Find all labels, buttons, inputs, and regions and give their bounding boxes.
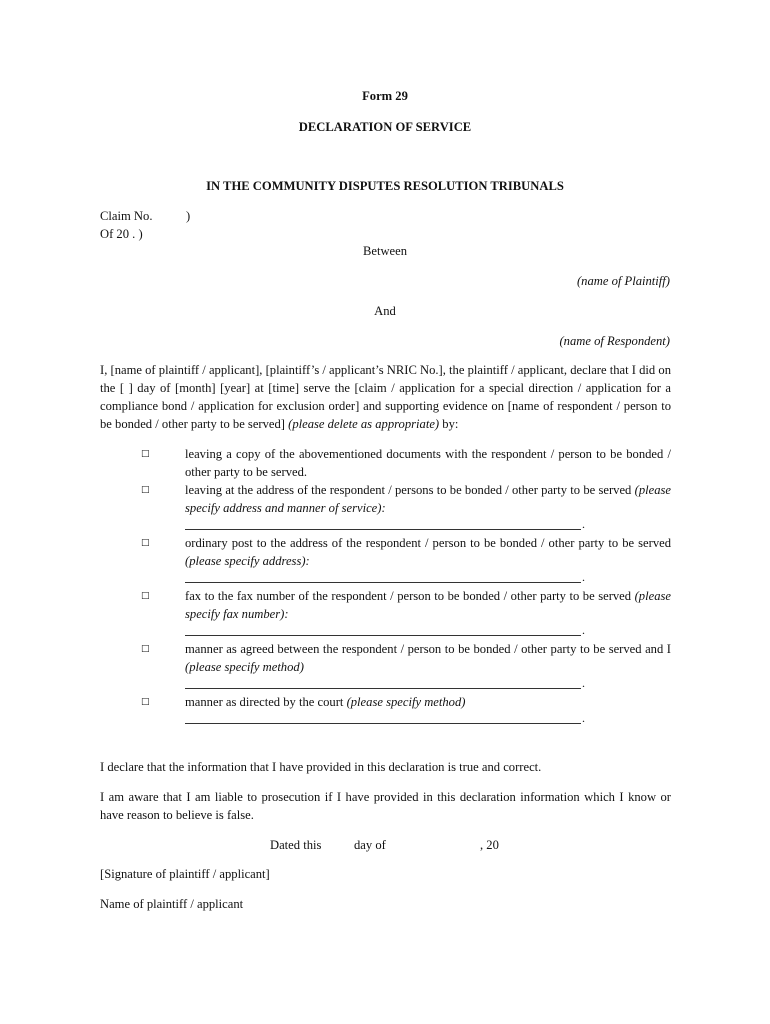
claim-number-label: Claim No. [100, 209, 153, 223]
between-label: Between [362, 244, 408, 258]
option-5-text [185, 640, 671, 676]
option-4-fill-line[interactable] [185, 635, 581, 636]
option-1-checkbox[interactable]: □ [141, 449, 150, 459]
option-4-label: fax to the fax number of the respondent / person to be bonded / other party to be served [185, 589, 632, 603]
option-4-text [185, 587, 671, 623]
option-6-label: manner as directed by the court [185, 695, 344, 709]
option-3-hint: (please specify address): [185, 554, 310, 568]
dated-this-label: Dated this [270, 838, 322, 852]
option-5-hint: (please specify method) [185, 660, 304, 674]
declaration-by: by: [439, 417, 459, 431]
declaration-paragraph [100, 361, 671, 433]
claim-year-label: Of 20 . ) [100, 227, 143, 241]
option-3-text [185, 534, 671, 570]
plaintiff-name-placeholder: (name of Plaintiff) [576, 274, 670, 288]
option-4-checkbox[interactable]: □ [141, 591, 150, 601]
year-label: , 20 [480, 838, 499, 852]
option-2-period: . [582, 517, 585, 531]
option-5-fill-line[interactable] [185, 688, 581, 689]
option-2-checkbox[interactable]: □ [141, 485, 150, 495]
option-4-hint: (please specify fax number): [185, 589, 671, 621]
option-5-checkbox[interactable]: □ [141, 644, 150, 654]
form-number: Form 29 [362, 89, 408, 103]
option-3-period: . [582, 570, 585, 584]
and-label: And [374, 304, 396, 318]
declaration-text: I, [name of plaintiff / applicant], [plaintiff’s / applicant’s NRIC No.], the plaintiff / applicant, declare that I did on the [ ] day of [month] [year] at [time] serve the [claim / application for a special direction / application for a compliance bond / application for exclusion order] and supporting evidence on [name of respondent / person to be bonded / other party to be served] [100, 363, 671, 431]
option-5-period: . [582, 676, 585, 690]
option-2-hint: (please specify address and manner of service): [185, 483, 671, 515]
delete-note: (please delete as appropriate) [288, 417, 440, 431]
option-1-label: leaving a copy of the abovementioned documents with the respondent / person to be bonded / other party to be served. [185, 447, 671, 479]
claim-number-paren: ) [186, 209, 191, 223]
prosecution-warning: I am aware that I am liable to prosecution if I have provided in this declaration information which I know or have reason to believe is false. [100, 790, 671, 822]
signature-label: [Signature of plaintiff / applicant] [100, 867, 270, 881]
option-6-checkbox[interactable]: □ [141, 697, 150, 707]
respondent-name-placeholder: (name of Respondent) [559, 334, 670, 348]
tribunal-heading: IN THE COMMUNITY DISPUTES RESOLUTION TRIBUNALS [206, 179, 564, 193]
day-of-label: day of [354, 838, 386, 852]
option-2-text [185, 481, 671, 517]
option-3-fill-line[interactable] [185, 582, 581, 583]
name-label: Name of plaintiff / applicant [100, 897, 244, 911]
option-3-label: ordinary post to the address of the respondent / person to be bonded / other party to be served [185, 536, 671, 550]
option-2-label: leaving at the address of the respondent / persons to be bonded / other party to be served [185, 483, 632, 497]
form-title: DECLARATION OF SERVICE [298, 120, 472, 134]
option-6-fill-line[interactable] [185, 723, 581, 724]
option-1-text [185, 445, 671, 481]
true-correct-statement: I declare that the information that I have provided in this declaration is true and correct. [100, 760, 542, 774]
option-6-period: . [582, 711, 585, 725]
option-3-checkbox[interactable]: □ [141, 538, 150, 548]
option-6-hint: (please specify method) [346, 695, 466, 709]
option-4-period: . [582, 623, 585, 637]
option-6-text [185, 693, 671, 711]
option-2-fill-line[interactable] [185, 529, 581, 530]
option-5-label: manner as agreed between the respondent / person to be bonded / other party to be served and I [185, 642, 671, 656]
